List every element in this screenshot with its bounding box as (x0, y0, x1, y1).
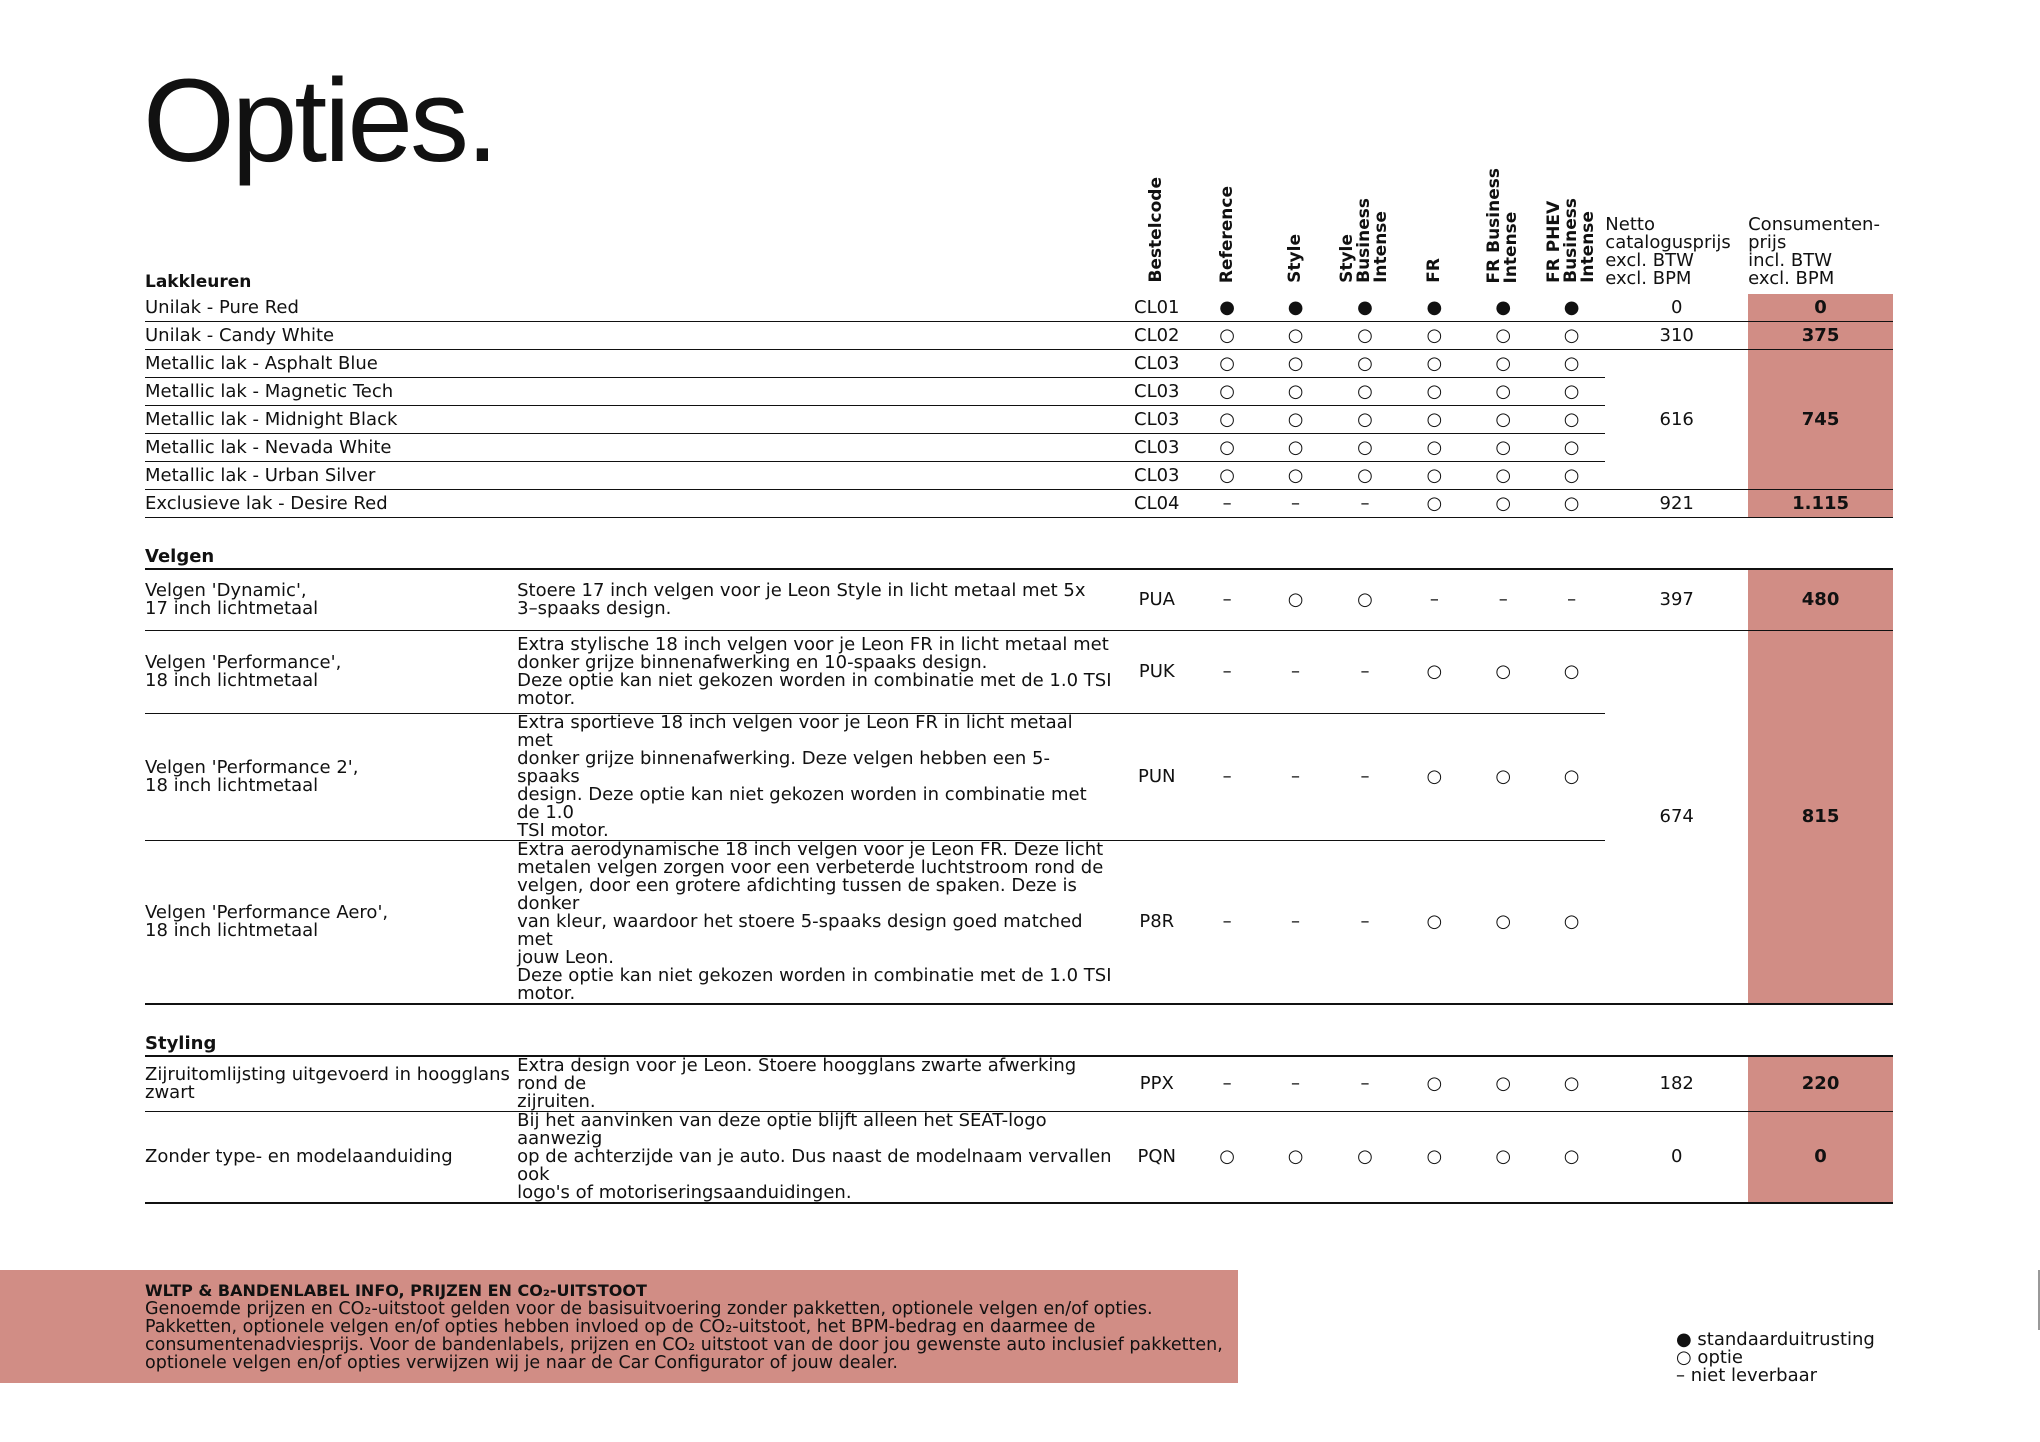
order-code: CL03 (1121, 434, 1193, 462)
consumer-price: 375 (1748, 322, 1893, 350)
availability-mark: ○ (1538, 490, 1605, 518)
availability-mark: ○ (1330, 350, 1400, 378)
consumer-price: 745 (1748, 350, 1893, 490)
table-row (145, 350, 1893, 378)
table-header (145, 150, 1893, 294)
availability-mark: ○ (1469, 350, 1538, 378)
availability-mark: ○ (1193, 322, 1261, 350)
availability-mark: ○ (1193, 1112, 1261, 1204)
option-name: Unilak - Pure Red (145, 294, 517, 322)
availability-mark: ○ (1330, 462, 1400, 490)
order-code: CL02 (1121, 322, 1193, 350)
availability-mark: – (1261, 490, 1329, 518)
order-code: CL01 (1121, 294, 1193, 322)
availability-mark: ○ (1330, 378, 1400, 406)
order-code: PUK (1121, 631, 1193, 714)
availability-mark: ○ (1261, 1112, 1329, 1204)
empty-cell (517, 462, 1120, 490)
order-code: CL03 (1121, 378, 1193, 406)
order-code: PUA (1121, 569, 1193, 631)
table-row (145, 1112, 1893, 1204)
legend (1676, 1331, 1875, 1385)
availability-mark: ○ (1193, 378, 1261, 406)
availability-mark: ○ (1330, 406, 1400, 434)
option-description: Extra design voor je Leon. Stoere hoogglans zwarte afwerking rond de zijruiten. (517, 1056, 1120, 1112)
table-row (145, 631, 1893, 714)
availability-mark: – (1261, 631, 1329, 714)
availability-mark: ○ (1538, 1112, 1605, 1204)
option-name: Metallic lak - Midnight Black (145, 406, 517, 434)
availability-mark: ○ (1538, 322, 1605, 350)
availability-mark: – (1193, 490, 1261, 518)
empty-cell (517, 490, 1120, 518)
col-fr-phev-business-intense: FR PHEV Business Intense (1544, 198, 1599, 283)
availability-mark: ● (1193, 294, 1261, 322)
availability-mark: – (1330, 1056, 1400, 1112)
availability-mark: ● (1330, 294, 1400, 322)
options-table (145, 150, 1893, 1204)
availability-mark: ○ (1400, 490, 1468, 518)
option-name: Metallic lak - Asphalt Blue (145, 350, 517, 378)
table-row (145, 294, 1893, 322)
legend-standard: ● standaarduitrusting (1676, 1329, 1875, 1350)
empty-cell (517, 434, 1120, 462)
availability-mark: ○ (1469, 490, 1538, 518)
col-fr-business-intense: FR Business Intense (1484, 167, 1522, 283)
availability-mark: ○ (1261, 434, 1329, 462)
legend-option: ○ optie (1676, 1347, 1743, 1368)
netto-price: 397 (1605, 569, 1748, 631)
order-code: PPX (1121, 1056, 1193, 1112)
netto-price: 182 (1605, 1056, 1748, 1112)
availability-mark: ○ (1330, 322, 1400, 350)
availability-mark: – (1330, 490, 1400, 518)
section-heading-lakkleuren: Lakkleuren (145, 272, 252, 292)
col-style-business-intense: Style Business Intense (1337, 198, 1392, 283)
section-heading-velgen: Velgen (145, 518, 1893, 570)
availability-mark: – (1330, 841, 1400, 1005)
table-row (145, 1056, 1893, 1112)
table-row (145, 322, 1893, 350)
availability-mark: ○ (1538, 1056, 1605, 1112)
empty-cell (517, 350, 1120, 378)
availability-mark: ○ (1400, 631, 1468, 714)
availability-mark: ○ (1538, 350, 1605, 378)
availability-mark: ○ (1469, 406, 1538, 434)
availability-mark: – (1193, 841, 1261, 1005)
availability-mark: ○ (1538, 631, 1605, 714)
availability-mark: – (1261, 1056, 1329, 1112)
empty-cell (517, 294, 1120, 322)
option-name: Metallic lak - Nevada White (145, 434, 517, 462)
consumer-price: 0 (1748, 294, 1893, 322)
table-row (145, 490, 1893, 518)
availability-mark: ○ (1538, 462, 1605, 490)
availability-mark: – (1469, 569, 1538, 631)
availability-mark: ○ (1538, 434, 1605, 462)
availability-mark: ○ (1469, 434, 1538, 462)
availability-mark: ○ (1469, 631, 1538, 714)
order-code: PQN (1121, 1112, 1193, 1204)
option-name: Zijruitomlijsting uitgevoerd in hoogglans zwart (145, 1056, 517, 1112)
wltp-info-box (0, 1270, 1238, 1383)
availability-mark: ○ (1400, 1056, 1468, 1112)
consumer-price: 1.115 (1748, 490, 1893, 518)
option-name: Exclusieve lak - Desire Red (145, 490, 517, 518)
availability-mark: ○ (1261, 378, 1329, 406)
availability-mark: ○ (1538, 378, 1605, 406)
availability-mark: ● (1261, 294, 1329, 322)
availability-mark: ○ (1400, 1112, 1468, 1204)
availability-mark: ○ (1400, 714, 1468, 841)
availability-mark: ● (1538, 294, 1605, 322)
col-bestelcode: Bestelcode (1146, 177, 1167, 283)
availability-mark: ○ (1193, 406, 1261, 434)
availability-mark: ○ (1261, 462, 1329, 490)
option-description: Stoere 17 inch velgen voor je Leon Style in licht metaal met 5x 3–spaaks design. (517, 569, 1120, 631)
col-fr: FR (1423, 258, 1444, 283)
option-description: Extra aerodynamische 18 inch velgen voor je Leon FR. Deze licht metalen velgen zorgen voor een verbeterde luchtstroom rond de velgen, door een grotere afdichting tussen de spaken. Deze is donker van kleur, waardoor het stoere 5-spaaks design goed matched met jouw Leon. Deze optie kan niet gekozen worden in combinatie met de 1.0 TSI motor. (517, 841, 1120, 1005)
order-code: CL03 (1121, 350, 1193, 378)
legend-unavailable: – niet leverbaar (1676, 1365, 1818, 1386)
availability-mark: – (1538, 569, 1605, 631)
availability-mark: ○ (1330, 569, 1400, 631)
availability-mark: ○ (1469, 322, 1538, 350)
netto-price: 310 (1605, 322, 1748, 350)
section-row (145, 1004, 1893, 1056)
availability-mark: ○ (1330, 1112, 1400, 1204)
availability-mark: – (1400, 569, 1468, 631)
availability-mark: – (1193, 631, 1261, 714)
option-name: Velgen 'Performance', 18 inch lichtmetaal (145, 631, 517, 714)
option-description: Extra stylische 18 inch velgen voor je Leon FR in licht metaal met donker grijze binnenafwerking en 10-spaaks design. Deze optie kan niet gekozen worden in combinatie met de 1.0 TSI motor. (517, 631, 1120, 714)
availability-mark: ○ (1193, 434, 1261, 462)
netto-price: 0 (1605, 294, 1748, 322)
order-code: P8R (1121, 841, 1193, 1005)
order-code: CL03 (1121, 462, 1193, 490)
availability-mark: ○ (1330, 434, 1400, 462)
netto-price: 674 (1605, 631, 1748, 1005)
option-name: Metallic lak - Magnetic Tech (145, 378, 517, 406)
availability-mark: – (1261, 714, 1329, 841)
availability-mark: – (1193, 714, 1261, 841)
availability-mark: ○ (1469, 378, 1538, 406)
availability-mark: ○ (1261, 350, 1329, 378)
order-code: CL03 (1121, 406, 1193, 434)
availability-mark: – (1261, 841, 1329, 1005)
consumer-price: 0 (1748, 1112, 1893, 1204)
availability-mark: ○ (1469, 1056, 1538, 1112)
availability-mark: ○ (1469, 714, 1538, 841)
col-consument: Consumenten- prijs incl. BTW excl. BPM (1748, 214, 1880, 289)
empty-cell (517, 406, 1120, 434)
availability-mark: ○ (1193, 462, 1261, 490)
availability-mark: ● (1469, 294, 1538, 322)
availability-mark: ○ (1261, 406, 1329, 434)
availability-mark: ○ (1400, 462, 1468, 490)
option-name: Unilak - Candy White (145, 322, 517, 350)
col-reference: Reference (1216, 185, 1237, 283)
order-code: PUN (1121, 714, 1193, 841)
table-row (145, 569, 1893, 631)
availability-mark: ○ (1261, 322, 1329, 350)
availability-mark: ○ (1400, 322, 1468, 350)
option-name: Zonder type- en modelaanduiding (145, 1112, 517, 1204)
section-heading-styling: Styling (145, 1004, 1893, 1056)
availability-mark: ○ (1469, 841, 1538, 1005)
availability-mark: ○ (1400, 350, 1468, 378)
netto-price: 0 (1605, 1112, 1748, 1204)
option-name: Velgen 'Performance Aero', 18 inch lichtmetaal (145, 841, 517, 1005)
order-code: CL04 (1121, 490, 1193, 518)
availability-mark: – (1193, 1056, 1261, 1112)
col-netto: Netto catalogusprijs excl. BTW excl. BPM (1605, 214, 1731, 289)
availability-mark: ○ (1538, 714, 1605, 841)
page-title: Opties. (143, 55, 496, 187)
availability-mark: – (1330, 631, 1400, 714)
availability-mark: ○ (1400, 378, 1468, 406)
availability-mark: – (1193, 569, 1261, 631)
empty-cell (517, 322, 1120, 350)
empty-cell (517, 378, 1120, 406)
availability-mark: ○ (1400, 434, 1468, 462)
availability-mark: ○ (1538, 841, 1605, 1005)
availability-mark: ○ (1538, 406, 1605, 434)
availability-mark: ○ (1469, 1112, 1538, 1204)
availability-mark: – (1330, 714, 1400, 841)
note-text: Genoemde prijzen en CO₂-uitstoot gelden voor de basisuitvoering zonder pakketten, optionele velgen en/of opties. Pakketten, optionele velgen en/of opties hebben invloed op de CO₂-uitstoot, het BPM-bedrag en daarmee de consumentenadviesprijs. Voor de bandenlabels, prijzen en CO₂ uitstoot van de door jou gewenste auto inclusief pakketten, optionele velgen en/of opties verwijzen wij je naar de Car Configurator of jouw dealer. (145, 1299, 1223, 1373)
availability-mark: ○ (1400, 406, 1468, 434)
section-row (145, 518, 1893, 570)
option-name: Velgen 'Performance 2', 18 inch lichtmetaal (145, 714, 517, 841)
availability-mark: ○ (1261, 569, 1329, 631)
consumer-price: 480 (1748, 569, 1893, 631)
netto-price: 616 (1605, 350, 1748, 490)
option-description: Bij het aanvinken van deze optie blijft alleen het SEAT-logo aanwezig op de achterzijde van je auto. Dus naast de modelnaam vervallen ook logo's of motoriseringsaanduidingen. (517, 1112, 1120, 1204)
availability-mark: ○ (1469, 462, 1538, 490)
consumer-price: 220 (1748, 1056, 1893, 1112)
col-style: Style (1285, 234, 1306, 283)
availability-mark: ● (1400, 294, 1468, 322)
option-name: Velgen 'Dynamic', 17 inch lichtmetaal (145, 569, 517, 631)
netto-price: 921 (1605, 490, 1748, 518)
option-description: Extra sportieve 18 inch velgen voor je Leon FR in licht metaal met donker grijze binnenafwerking. Deze velgen hebben een 5-spaaks design. Deze optie kan niet gekozen worden in combinatie met de 1.0 TSI motor. (517, 714, 1120, 841)
availability-mark: ○ (1400, 841, 1468, 1005)
note-heading: WLTP & BANDENLABEL INFO, PRIJZEN EN CO₂-UITSTOOT (145, 1281, 647, 1300)
option-name: Metallic lak - Urban Silver (145, 462, 517, 490)
availability-mark: ○ (1193, 350, 1261, 378)
consumer-price: 815 (1748, 631, 1893, 1005)
